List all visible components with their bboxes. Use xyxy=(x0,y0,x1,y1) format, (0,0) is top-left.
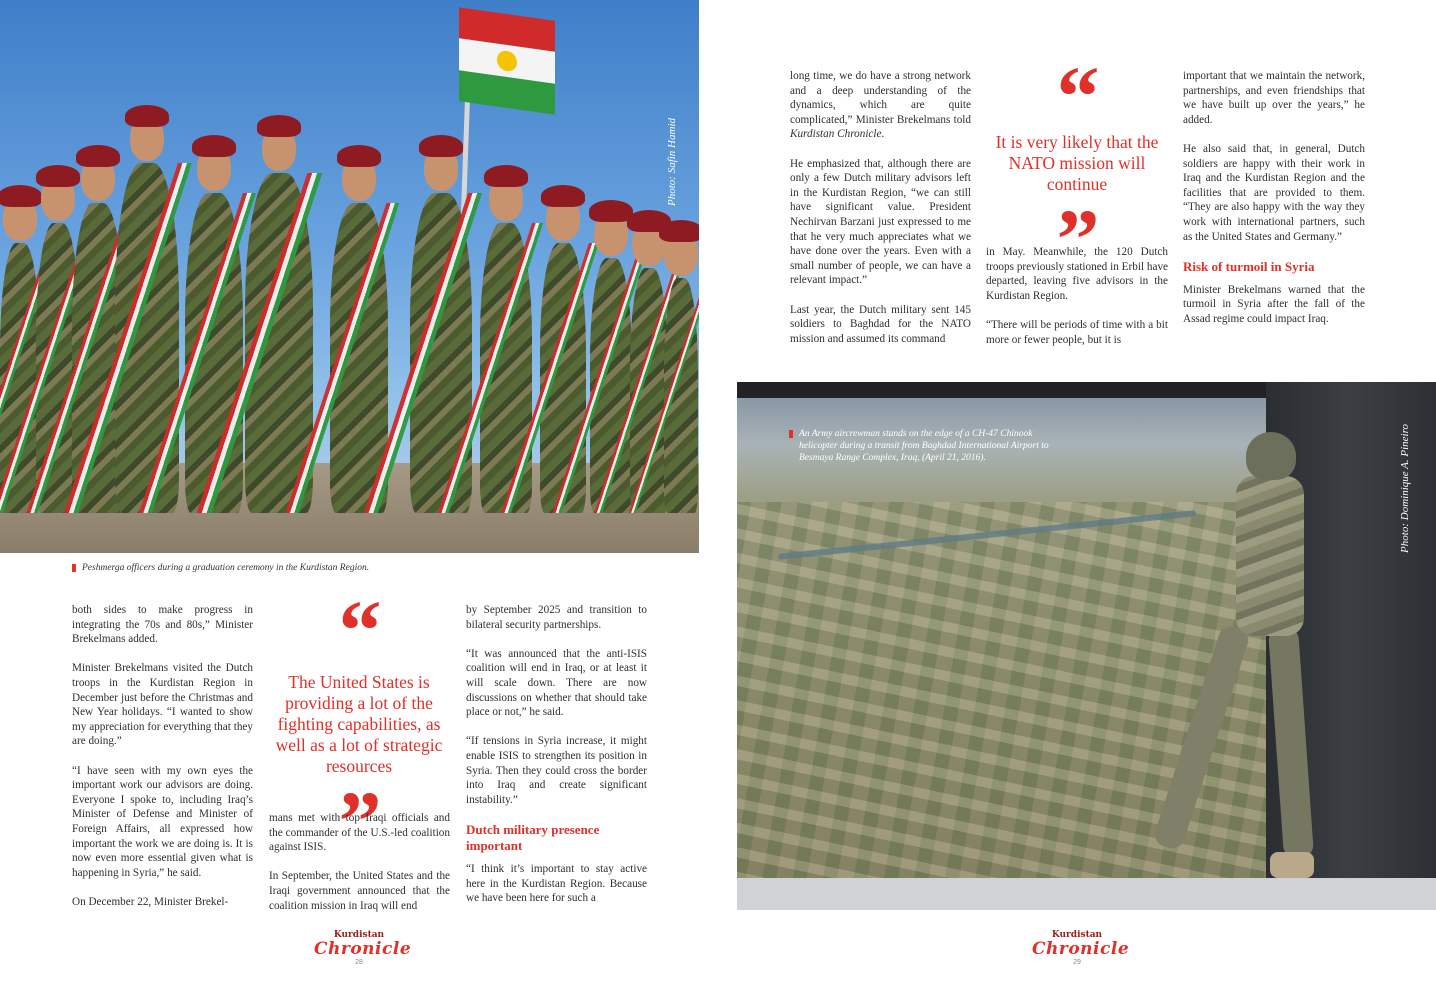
soldier-figure xyxy=(630,268,668,513)
caption-marker xyxy=(72,564,76,572)
right-page xyxy=(718,0,1436,983)
paragraph: both sides to make progress in integrating the 70s and 80s,” Minister Brekelmans added. xyxy=(72,604,253,646)
paragraph: In September, the United States and the Iraqi government announced that the coalition mission in Iraq will end xyxy=(269,870,450,912)
article-column-3 xyxy=(466,603,647,906)
pull-quote-text: It is very likely that the NATO mission will continue xyxy=(995,132,1159,194)
caption-marker xyxy=(789,430,793,438)
soldier-figure xyxy=(115,163,179,513)
logo-name: Chronicle xyxy=(1032,939,1130,959)
paragraph: “I think it’s important to stay active here in the Kurdistan Region. Because we have been here for such a xyxy=(466,862,647,905)
kurdistan-flag xyxy=(459,7,555,114)
paragraph: “It was announced that the anti-ISIS coalition will end in Iraq, or at least it will scale down. There are now discussions on whether that should take place or not,” he said. xyxy=(466,647,647,719)
open-quote-mark: “ xyxy=(1056,48,1098,144)
paragraph: important that we maintain the network, partnerships, and even friendships that we have built up over the years,” he added. xyxy=(1183,70,1365,126)
kurdistan-chronicle-logo xyxy=(1032,930,1130,967)
article-column-1 xyxy=(790,69,971,346)
page-number: 28 xyxy=(355,959,363,966)
page-number: 29 xyxy=(1073,959,1081,966)
paragraph-end: . xyxy=(881,128,885,141)
paragraph: Minister Brekelmans visited the Dutch troops in the Kurdistan Region in December just before the Christmas and New Year holidays. “I wanted to show my appreciation for everything that they are doing.” xyxy=(72,662,253,748)
soldier-figure xyxy=(664,278,698,513)
article-column-1 xyxy=(72,603,253,909)
logo-top: Kurdistan xyxy=(1051,930,1103,940)
photo-caption xyxy=(72,563,672,575)
photo-caption xyxy=(789,429,1049,465)
paragraph: Minister Brekelmans warned that the turmoil in Syria after the fall of the Assad regime could impact Iraq. xyxy=(1183,283,1365,325)
paragraph: On December 22, Minister Brekel- xyxy=(72,895,229,908)
pull-quote-text: The United States is providing a lot of the fighting capabilities, as well as a lot of strategic resources xyxy=(275,672,443,776)
article-column-3 xyxy=(1183,69,1365,327)
paragraph: mans met with top Iraqi officials and the commander of the U.S.-led coalition against ISIS. xyxy=(269,812,450,854)
soldier-figure xyxy=(540,243,586,513)
caption-text: Peshmerga officers during a graduation ceremony in the Kurdistan Region. xyxy=(82,563,370,573)
paragraph: Last year, the Dutch military sent 145 soldiers to Baghdad for the NATO mission and assumed its command xyxy=(790,303,971,345)
logo-top: Kurdistan xyxy=(333,930,385,940)
paragraph xyxy=(790,69,971,142)
article-column-2 xyxy=(986,245,1168,347)
section-heading: Dutch military presence important xyxy=(466,821,600,853)
open-quote-mark: “ xyxy=(338,582,380,678)
close-quote-mark: ” xyxy=(1056,191,1098,287)
photo-credit: Photo: Safin Hamid xyxy=(666,118,678,206)
paragraph-text: long time, we do have a strong network and a deep understanding of the dynamics, which are quite complicated,” Minister Brekelmans told xyxy=(790,70,971,126)
photo-credit: Photo: Dominique A. Pineiro xyxy=(1399,424,1411,553)
paragraph: He also said that, in general, Dutch soldiers are happy with their work in Iraq and the Kurdistan Region and the facilities that are provided to them. “They are also happy with the way they work with international partners, such as the United States and Germany.” xyxy=(1183,142,1365,243)
aircrewman-figure xyxy=(1212,432,1322,892)
publication-name: Kurdistan Chronicle xyxy=(790,128,882,141)
paragraph: “I have seen with my own eyes the important work our advisors are doing. Everyone I spoke to, including Iraq’s Minister of Defense and Minister of Foreign Affairs, all expressed how important the work we are doing is. It is now even more essential given what is happening in Syria,” he said. xyxy=(72,764,253,879)
chinook-photo xyxy=(737,382,1436,910)
paragraph: by September 2025 and transition to bilateral security partnerships. xyxy=(466,604,647,631)
paragraph: “There will be periods of time with a bit more or fewer people, but it is xyxy=(986,318,1168,346)
peshmerga-photo xyxy=(0,0,699,553)
paragraph: “If tensions in Syria increase, it might enable ISIS to strengthen its position in Syria. Then they could cross the border into Iraq and create significant instability.” xyxy=(466,735,647,806)
close-quote-mark: ” xyxy=(338,773,380,869)
article-column-2 xyxy=(269,811,450,913)
caption-text: An Army aircrewman stands on the edge of a CH-47 Chinook helicopter during a transit from Baghdad International Airport to Besmaya Range Complex, Iraq, (April 21, 2016). xyxy=(799,429,1049,463)
kurdistan-chronicle-logo xyxy=(314,930,412,967)
paragraph: He emphasized that, although there are only a few Dutch military advisors left in the Kurdistan Region, “we can still have significant value. President Nechirvan Barzani just expressed to me that he very much appreciates what we have done over the years. Even with a small number of people, we can have a relevant impact.” xyxy=(790,157,971,287)
logo-name: Chronicle xyxy=(314,939,412,959)
section-heading: Risk of turmoil in Syria xyxy=(1183,258,1315,274)
helicopter-ramp xyxy=(737,878,1436,910)
paragraph: in May. Meanwhile, the 120 Dutch troops previously stationed in Erbil have departed, leaving five advisors in the Kurdistan Region. xyxy=(986,246,1168,302)
